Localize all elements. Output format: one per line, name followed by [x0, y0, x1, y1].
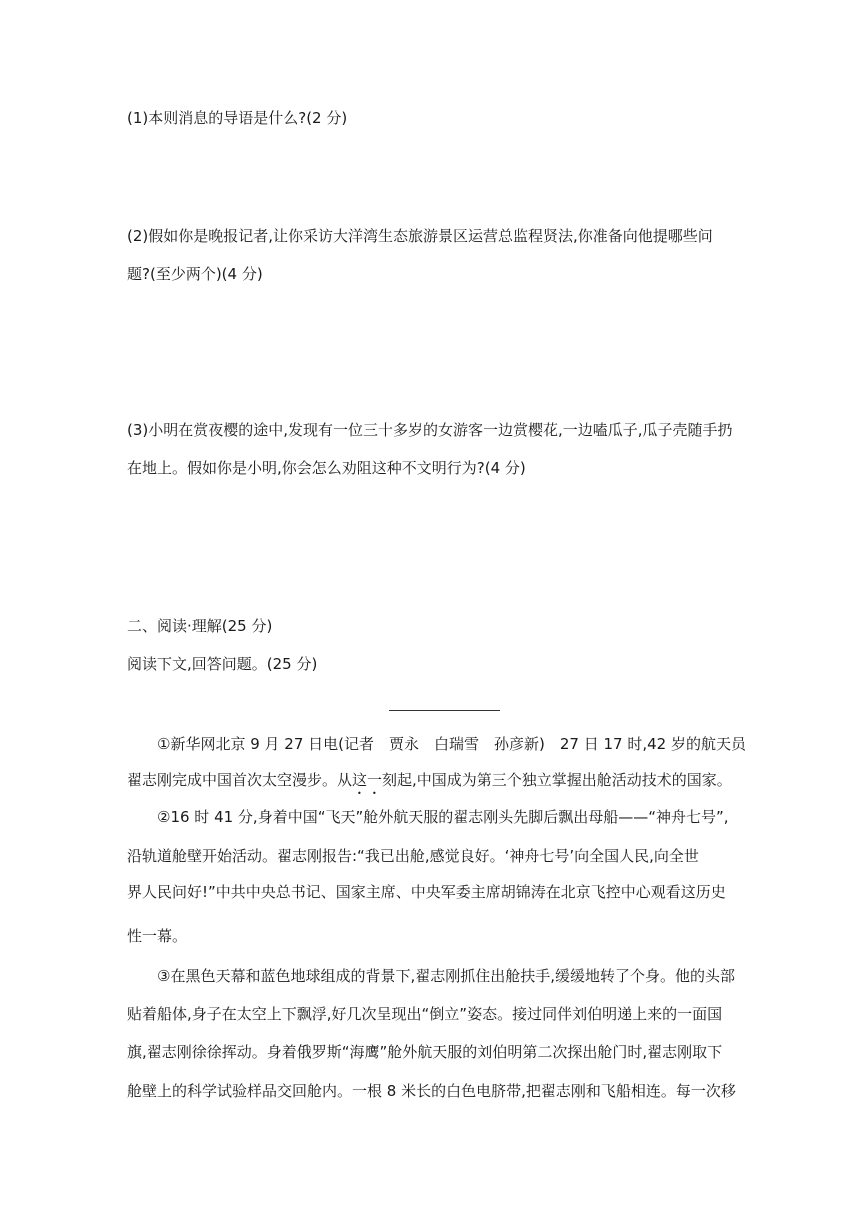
article-p2-line-2: 沿轨道舱壁开始活动。翟志刚报告:“我已出舱,感觉良好。‘神舟七号’向全国人民,向全世 [127, 847, 699, 865]
article-p3-line-3: 旗,翟志刚徐徐挥动。身着俄罗斯“海鹰”舱外航天服的刘伯明第二次探出舱门时,翟志刚取下 [127, 1043, 723, 1061]
question-2-line-2: 题?(至少两个)(4 分) [127, 265, 263, 283]
question-1: (1)本则消息的导语是什么?(2 分) [127, 109, 348, 127]
section-instruction: 阅读下文,回答问题。(25 分) [127, 655, 318, 673]
article-p2-line-4: 性一幕。 [127, 927, 188, 945]
title-blank-line [389, 710, 500, 711]
article-p2-line-3: 界人民问好!”中共中央总书记、国家主席、中央军委主席胡锦涛在北京飞控中心观看这历史 [127, 883, 726, 901]
article-p1-line-2 [127, 769, 732, 798]
article-p1-line-1: ①新华网北京 9 月 27 日电(记者 贾永 白瑞雪 孙彦新) 27 日 17 时,42 岁的航天员 [157, 735, 746, 753]
article-p2-line-1: ②16 时 41 分,身着中国“飞天”舱外航天服的翟志刚头先脚后飘出母船——“神舟七号”, [157, 808, 729, 826]
article-p3-line-4: 舱壁上的科学试验样品交回舱内。一根 8 米长的白色电脐带,把翟志刚和飞船相连。每一次移 [127, 1082, 736, 1100]
section-heading: 二、阅读·理解(25 分) [127, 617, 273, 635]
question-2-line-1: (2)假如你是晚报记者,让你采访大洋湾生态旅游景区运营总监程贤法,你准备向他提哪些问 [127, 227, 713, 245]
question-3-line-2: 在地上。假如你是小明,你会怎么劝阻这种不文明行为?(4 分) [127, 459, 526, 477]
article-p1-text-a: 翟志刚完成中国首次太空漫步。从 [127, 771, 353, 789]
emphasis-dotted-word: 这一 [352, 771, 383, 789]
question-3-line-1: (3)小明在赏夜樱的途中,发现有一位三十多岁的女游客一边赏樱花,一边嗑瓜子,瓜子壳随手扔 [127, 421, 733, 439]
article-p1-text-b: 刻起,中国成为第三个独立掌握出舱活动技术的国家。 [382, 771, 732, 789]
article-p3-line-1: ③在黑色天幕和蓝色地球组成的背景下,翟志刚抓住出舱扶手,缓缓地转了个身。他的头部 [157, 967, 735, 985]
article-p3-line-2: 贴着船体,身子在太空上下飘浮,好几次呈现出“倒立”姿态。接过同伴刘伯明递上来的一面国 [127, 1005, 723, 1023]
